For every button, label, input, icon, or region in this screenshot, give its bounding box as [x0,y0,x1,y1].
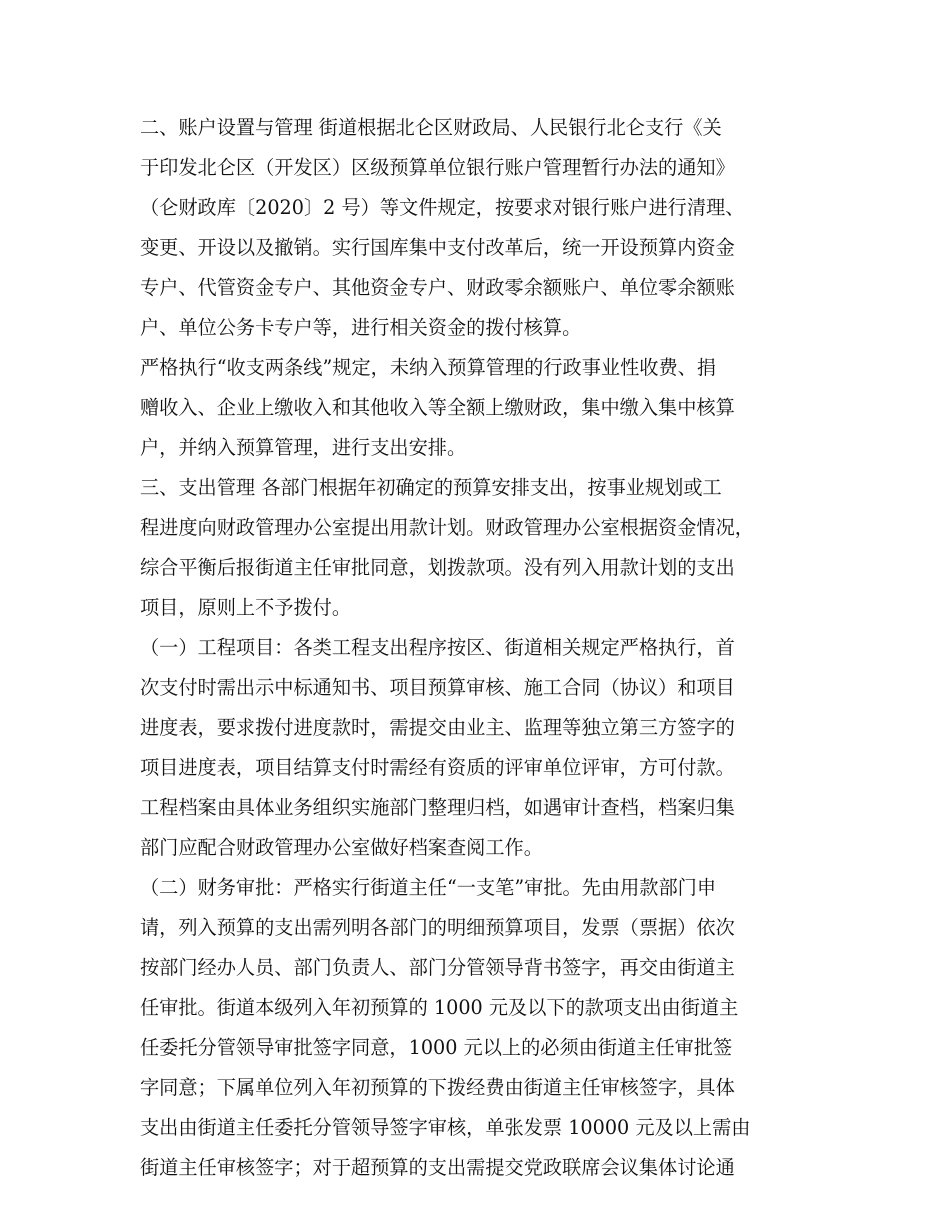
text-line: 户，并纳入预算管理，进行支出安排。 [140,436,467,459]
text-line: 支出由街道主任委托分管领导签字审核，单张发票 10000 元及以上需由 [140,1116,751,1139]
text-line: 次支付时需出示中标通知书、项目预算审核、施工合同（协议）和项目 [140,676,735,699]
text-line: 项目进度表，项目结算支付时需经有资质的评审单位评审，方可付款。 [140,756,735,779]
text-line: 严格执行“收支两条线”规定，未纳入预算管理的行政事业性收费、捐 [140,356,717,379]
text-line: （二）财务审批：严格实行街道主任“一支笔”审批。先由用款部门申 [140,876,717,899]
text-line: 进度表，要求拨付进度款时，需提交由业主、监理等独立第三方签字的 [140,716,735,739]
text-line: 二、账户设置与管理 街道根据北仑区财政局、人民银行北仑支行《关 [140,116,722,139]
text-line: 街道主任审核签字；对于超预算的支出需提交党政联席会议集体讨论通 [140,1156,735,1179]
text-line: 请，列入预算的支出需列明各部门的明细预算项目，发票（票据）依次 [140,916,735,939]
text-line: 变更、开设以及撤销。实行国库集中支付改革后，统一开设预算内资金 [140,236,735,259]
text-line: 专户、代管资金专户、其他资金专户、财政零余额账户、单位零余额账 [140,276,735,299]
text-line: 字同意；下属单位列入年初预算的下拨经费由街道主任审核签字，具体 [140,1076,735,1099]
text-line: 按部门经办人员、部门负责人、部门分管领导背书签字，再交由街道主 [140,956,735,979]
text-line: 三、支出管理 各部门根据年初确定的预算安排支出，按事业规划或工 [140,476,722,499]
document-body [140,108,830,1188]
text-line: 于印发北仑区（开发区）区级预算单位银行账户管理暂行办法的通知》 [140,156,735,179]
text-line: 任审批。街道本级列入年初预算的 1000 元及以下的款项支出由街道主 [140,996,739,1019]
text-line: 综合平衡后报街道主任审批同意，划拨款项。没有列入用款计划的支出 [140,556,735,579]
text-line: 项目，原则上不予拨付。 [140,596,352,619]
text-line: 任委托分管领导审批签字同意，1000 元以上的必须由街道主任审批签 [140,1036,733,1059]
text-line: （仑财政库〔2020〕2 号）等文件规定，按要求对银行账户进行清理、 [140,196,745,219]
text-line: 工程档案由具体业务组织实施部门整理归档，如遇审计查档，档案归集 [140,796,735,819]
text-line: 程进度向财政管理办公室提出用款计划。财政管理办公室根据资金情况， [140,516,754,539]
text-line: 部门应配合财政管理办公室做好档案查阅工作。 [140,836,543,859]
text-line: 赠收入、企业上缴收入和其他收入等全额上缴财政，集中缴入集中核算 [140,396,735,419]
text-line: （一）工程项目：各类工程支出程序按区、街道相关规定严格执行，首 [140,636,735,659]
text-line: 户、单位公务卡专户等，进行相关资金的拨付核算。 [140,316,582,339]
